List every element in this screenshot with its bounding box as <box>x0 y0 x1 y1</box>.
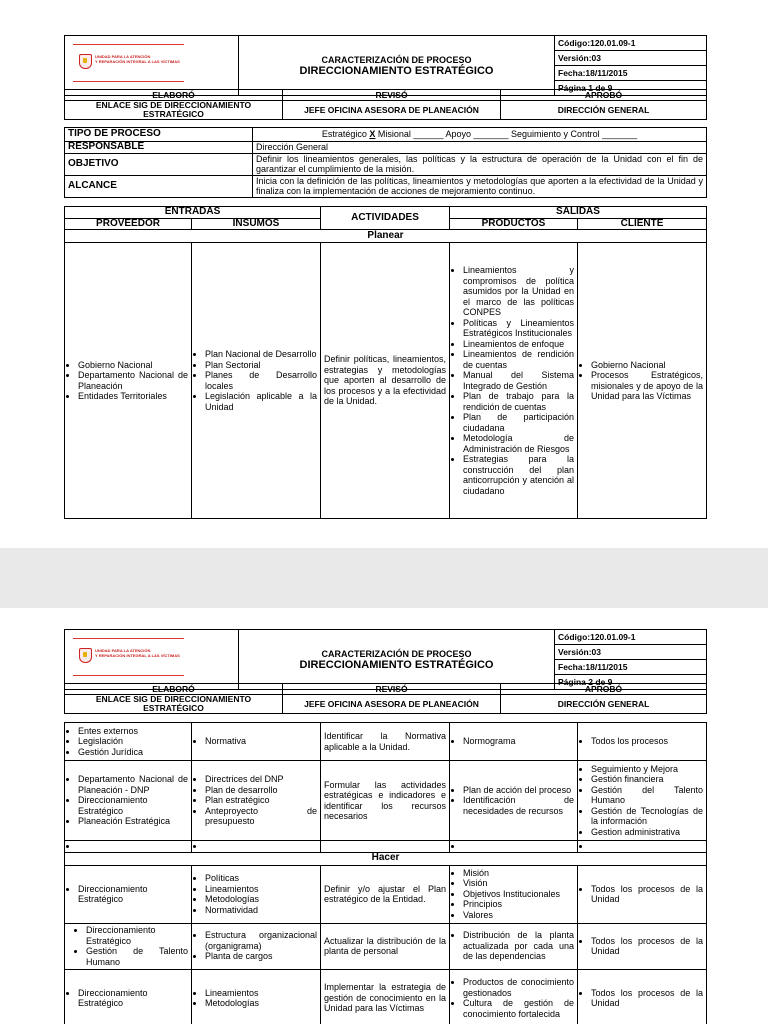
section-hacer: Hacer <box>65 852 707 865</box>
document-code: Código:120.01.09-1 <box>555 630 707 645</box>
proveedor-cell: • Direccionamiento Estratégico <box>65 969 192 1024</box>
logo <box>65 630 239 690</box>
actividad-cell: Definir y/o ajustar el Plan estratégico de la Entidad. <box>321 865 450 923</box>
aprobo-label: APROBÓ <box>501 90 707 101</box>
document-code: Código:120.01.09-1 <box>555 36 707 51</box>
insumos-cell: • Directrices del DNP • Plan de desarrollo • Plan estratégico • Anteproyecto de presupuesto <box>192 761 321 841</box>
objetivo-label: OBJETIVO <box>65 153 253 175</box>
section-planear: Planear <box>65 230 707 243</box>
cliente-cell: • Todos los procesos de la Unidad <box>578 923 707 969</box>
reviso-value: JEFE OFICINA ASESORA DE PLANEACIÓN <box>283 695 501 714</box>
productos-header: PRODUCTOS <box>450 218 578 230</box>
elaboro-label: ELABORÓ <box>65 684 283 695</box>
insumos-cell: • Estructura organizacional (organigrama) • Planta de cargos <box>192 923 321 969</box>
signature-table <box>64 683 707 714</box>
process-table <box>64 206 707 519</box>
productos-cell: • Normograma <box>450 723 578 761</box>
cliente-cell: • Gobierno Nacional • Procesos Estratégicos, misionales y de apoyo de la Unidad para las Víctimas <box>578 243 707 519</box>
proveedor-cell: • Departamento Nacional de Planeación - DNP • Direccionamiento Estratégico • Planeación Estratégica <box>65 761 192 841</box>
document-title: CARACTERIZACIÓN DE PROCESO DIRECCIONAMIENTO ESTRATÉGICO <box>239 630 555 690</box>
actividad-cell: Implementar la estrategia de gestión de conocimiento en la Unidad para las Víctimas <box>321 969 450 1024</box>
alcance-label: ALCANCE <box>65 175 253 197</box>
insumos-cell: • Políticas • Lineamientos • Metodologías • Normatividad <box>192 865 321 923</box>
document-version: Versión:03 <box>555 51 707 66</box>
document-version: Versión:03 <box>555 645 707 660</box>
cliente-cell: • Seguimiento y Mejora • Gestión financiera • Gestión del Talento Humano • Gestión de Tecnologías de la información • Gestion administrativa <box>578 761 707 841</box>
process-info-table <box>64 127 707 198</box>
page-header <box>64 35 707 96</box>
entradas-header: ENTRADAS <box>65 207 321 219</box>
cliente-cell: • Todos los procesos <box>578 723 707 761</box>
productos-cell: • Lineamientos y compromisos de política asumidos por la Unidad en el marco de las políticas CONPES • Políticas y Lineamientos Estratégicos Institucionales • Lineamientos de enfoque • Lineamientos de rendición de cuentas • Manual del Sistema Integrado de Gestión • Plan de trabajo para la rendición de cuentas • Plan de participación ciudadana • Metodología de Administración de Riesgos • Estrategias para la construcción del plan anticorrupción y atención al ciudadano <box>450 243 578 519</box>
empty-row <box>65 841 707 853</box>
document-date: Fecha:18/11/2015 <box>555 660 707 675</box>
elaboro-label: ELABORÓ <box>65 90 283 101</box>
cliente-cell: • Todos los procesos de la Unidad <box>578 865 707 923</box>
insumos-cell: • Normativa <box>192 723 321 761</box>
productos-cell: • Plan de acción del proceso • Identificación de necesidades de recursos <box>450 761 578 841</box>
actividad-cell: Definir políticas, lineamientos, estrategias y metodologías que aporten al desarrollo de los procesos y a la efectividad de la Unidad. <box>321 243 450 519</box>
reviso-label: REVISÓ <box>283 90 501 101</box>
coat-of-arms-icon <box>79 54 92 69</box>
aprobo-value: DIRECCIÓN GENERAL <box>501 101 707 120</box>
insumos-cell: • Plan Nacional de Desarrollo • Plan Sectorial • Planes de Desarrollo locales • Legislación aplicable a la Unidad <box>192 243 321 519</box>
process-table-continued <box>64 722 707 1024</box>
productos-cell: • Misión • Visión • Objetivos Institucionales • Principios • Valores <box>450 865 578 923</box>
reviso-value: JEFE OFICINA ASESORA DE PLANEACIÓN <box>283 101 501 120</box>
page-number: Página 2 de 9 <box>555 675 707 690</box>
logo-text: UNIDAD PARA LA ATENCIÓN Y REPARACIÓN INTEGRAL A LAS VÍCTIMAS <box>95 648 180 658</box>
actividades-header: ACTIVIDADES <box>321 207 450 230</box>
cliente-cell: • Todos los procesos de la Unidad <box>578 969 707 1024</box>
productos-cell: • Productos de conocimiento gestionados • Cultura de gestión de conocimiento fortalecida <box>450 969 578 1024</box>
page-number: Página 1 de 9 <box>555 81 707 96</box>
insumos-header: INSUMOS <box>192 218 321 230</box>
alcance-value: Inicia con la definición de las políticas, lineamientos y metodologías que aporten a la efectividad de la Unidad y finaliza con la implementación de acciones de mejoramiento continuo. <box>253 175 707 197</box>
aprobo-value: DIRECCIÓN GENERAL <box>501 695 707 714</box>
table-row <box>65 723 707 761</box>
table-row <box>65 243 707 519</box>
signature-table <box>64 89 707 120</box>
cliente-header: CLIENTE <box>578 218 707 230</box>
objetivo-value: Definir los lineamientos generales, las políticas y la estructura de operación de la Unidad con el fin de garantizar el cumplimiento de la misión. <box>253 153 707 175</box>
proveedor-cell: • Entes externos • Legislación • Gestión Jurídica <box>65 723 192 761</box>
salidas-header: SALIDAS <box>450 207 707 219</box>
logo-text: UNIDAD PARA LA ATENCIÓN Y REPARACIÓN INTEGRAL A LAS VÍCTIMAS <box>95 54 180 64</box>
proveedor-cell: • Gobierno Nacional • Departamento Nacional de Planeación • Entidades Territoriales <box>65 243 192 519</box>
table-row <box>65 865 707 923</box>
document-title: CARACTERIZACIÓN DE PROCESO DIRECCIONAMIENTO ESTRATÉGICO <box>239 36 555 96</box>
elaboro-value: ENLACE SIG DE DIRECCIONAMIENTO ESTRATÉGICO <box>65 101 283 120</box>
document-date: Fecha:18/11/2015 <box>555 66 707 81</box>
proveedor-cell: • Direccionamiento Estratégico • Gestión de Talento Humano <box>65 923 192 969</box>
actividad-cell: Formular las actividades estratégicas e indicadores e identificar los recursos necesarios <box>321 761 450 841</box>
responsable-label: RESPONSABLE <box>65 142 253 154</box>
proveedor-cell: • Direccionamiento Estratégico <box>65 865 192 923</box>
table-row <box>65 969 707 1024</box>
table-row <box>65 761 707 841</box>
aprobo-label: APROBÓ <box>501 684 707 695</box>
tipo-proceso-value: Estratégico X Misional ______ Apoyo _______ Seguimiento y Control _______ <box>253 128 707 142</box>
actividad-cell: Actualizar la distribución de la planta de personal <box>321 923 450 969</box>
elaboro-value: ENLACE SIG DE DIRECCIONAMIENTO ESTRATÉGICO <box>65 695 283 714</box>
responsable-value: Dirección General <box>253 142 707 154</box>
document-page-2 <box>0 608 768 1024</box>
productos-cell: • Distribución de la planta actualizada por cada una de las dependencias <box>450 923 578 969</box>
coat-of-arms-icon <box>79 648 92 663</box>
reviso-label: REVISÓ <box>283 684 501 695</box>
actividad-cell: Identificar la Normativa aplicable a la Unidad. <box>321 723 450 761</box>
logo <box>65 36 239 96</box>
page-header <box>64 629 707 690</box>
tipo-proceso-label: TIPO DE PROCESO <box>65 128 253 142</box>
table-row <box>65 923 707 969</box>
proveedor-header: PROVEEDOR <box>65 218 192 230</box>
insumos-cell: • Lineamientos • Metodologías <box>192 969 321 1024</box>
